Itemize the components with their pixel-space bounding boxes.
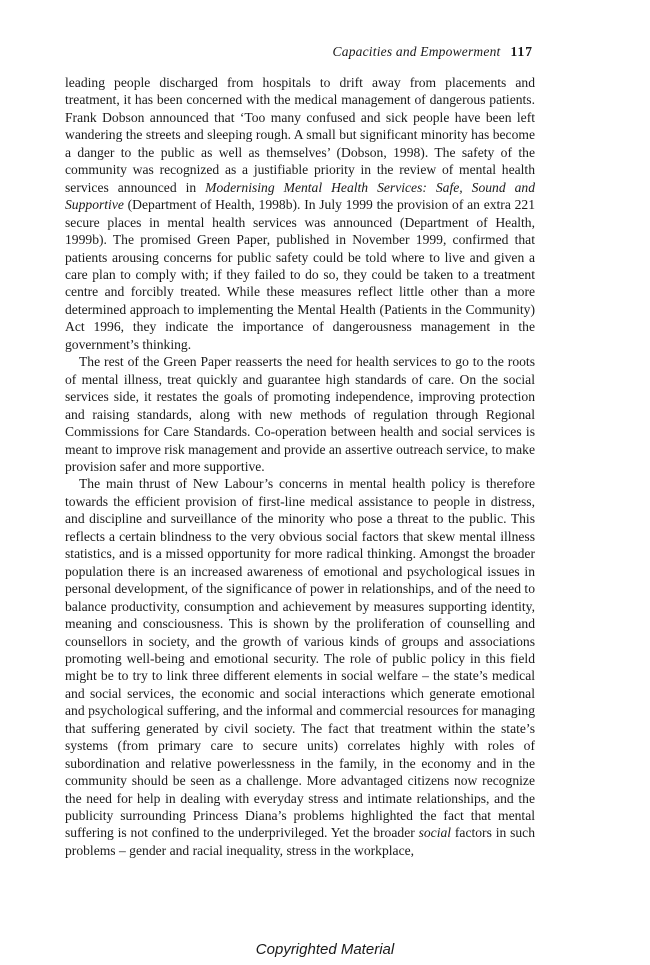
body-text <box>65 74 535 859</box>
text-segment: The rest of the Green Paper reasserts the need for health services to go to the roots of mental illness, treat quickly and guarantee high standards of care. On the social services side, it restates the goals of promoting independence, improving protection and raising standards, along with new methods of regulation through Regional Commissions for Care Standards. Co-operation between health and social services is meant to improve risk management and provide an assertive outreach service, to make provision safer and more supportive. <box>65 354 535 474</box>
paragraph <box>65 74 535 353</box>
text-segment: leading people discharged from hospitals to drift away from placements and treatment, it has been concerned with the medical management of dangerous patients. Frank Dobson announced that ‘Too many confused and sick people have been left wandering the streets and sleeping rough. A small but significant minority has become a danger to the public as well as themselves’ (Dobson, 1998). The safety of the community was recognized as a justifiable priority in the review of mental health services announced in <box>65 75 535 195</box>
paragraph <box>65 475 535 859</box>
running-header <box>333 44 533 60</box>
paragraph <box>65 353 535 475</box>
text-segment: (Department of Health, 1998b). In July 1999 the provision of an extra 221 secure places in mental health services was announced (Department of Health, 1999b). The promised Green Paper, published in November 1999, confirmed that patients arousing concerns for public safety could be told where to live and given a care plan to comply with; if they failed to do so, they could be taken to a treatment centre and forcibly treated. While these measures reflect little other than a more determined approach to implementing the Mental Health (Patients in the Community) Act 1996, they indicate the importance of dangerousness management in the government’s thinking. <box>65 197 535 352</box>
text-segment: factors in such problems – gender and racial inequality, stress in the workplace, <box>65 825 536 858</box>
italic-text-segment: Modernising Mental Health Services: Safe, Sound and Supportive <box>65 179 535 213</box>
copyright-footer: Copyrighted Material <box>255 941 395 958</box>
page-number: 117 <box>510 44 533 59</box>
text-segment: The main thrust of New Labour’s concerns in mental health policy is therefore towards the efficient provision of first-line medical assistance to people in distress, and discipline and surveillance of the minority who pose a threat to the public. This reflects a certain blindness to the very obvious social factors that skew mental illness statistics, and is a missed opportunity for more radical thinking. Amongst the broader population there is an increased awareness of emotional and psychological issues in personal development, of the significance of power in relationships, and of the need to balance productivity, consumption and achievement by measures supporting identity, meaning and consciousness. This is shown by the proliferation of counselling and counsellors in society, and the growth of various kinds of groups and associations promoting well-being and emotional security. The role of public policy in this field might be to try to link three different elements in social welfare – the state’s medical and social services, the economic and social interactions which generate emotional and psychological suffering, and the informal and commercial resources for managing that suffering generated by civil society. The fact that treatment within the state’s systems (from primary care to secure units) correlates highly with roles of subordination and relative powerlessness in the family, in the economy and in the community should be seen as a challenge. More advantaged citizens now recognize the need for help in dealing with everyday stress and intimate relationships, and the publicity surrounding Princess Diana’s problems highlighted the fact that mental suffering is not confined to the underprivileged. Yet the broader <box>65 476 535 841</box>
running-title: Capacities and Empowerment <box>332 44 501 59</box>
italic-text-segment: social <box>418 825 452 841</box>
